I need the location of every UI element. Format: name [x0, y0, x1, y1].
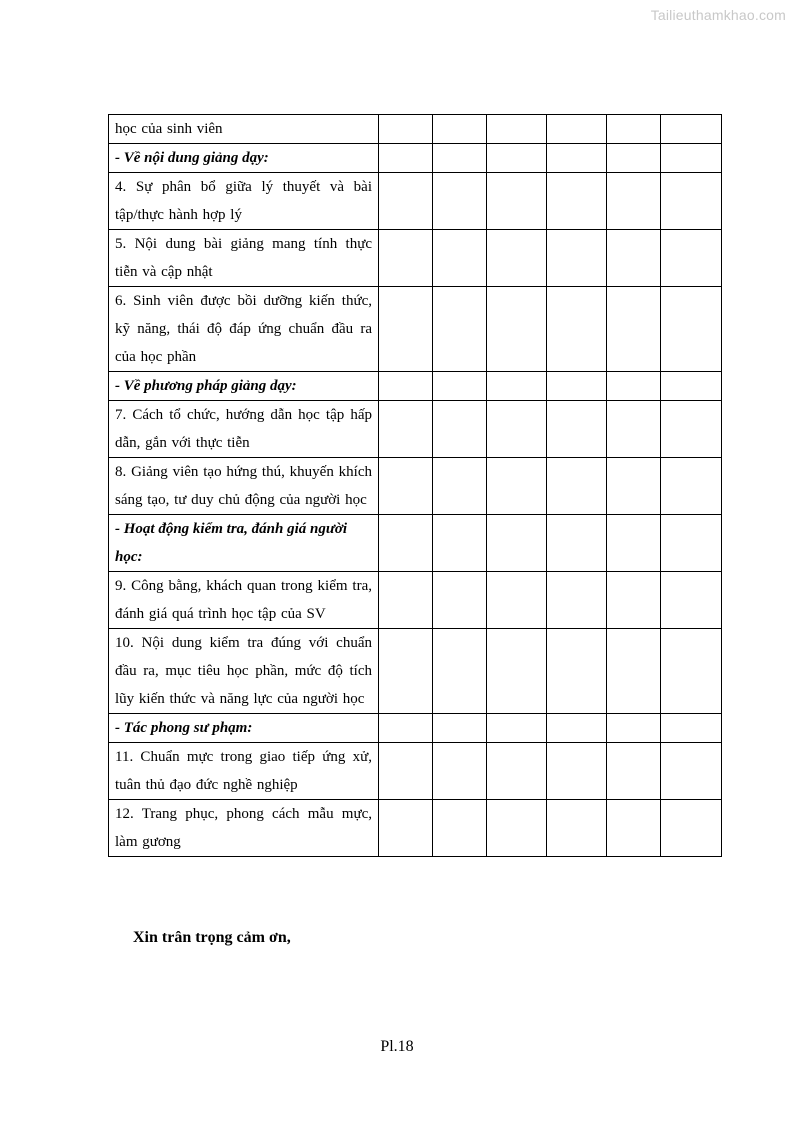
rating-cell	[487, 629, 547, 714]
criterion-text: học của sinh viên	[109, 115, 379, 144]
section-title: - Về phương pháp giảng dạy:	[109, 372, 379, 401]
section-title: - Tác phong sư phạm:	[109, 714, 379, 743]
page-number: Pl.18	[380, 1038, 414, 1055]
rating-cell	[661, 629, 722, 714]
rating-cell	[547, 287, 607, 372]
rating-cell	[433, 800, 487, 857]
rating-cell	[661, 287, 722, 372]
rating-cell	[433, 115, 487, 144]
criterion-text: 6. Sinh viên được bồi dưỡng kiến thức, kỹ năng, thái độ đáp ứng chuẩn đầu ra của học phần	[109, 287, 379, 372]
section-header-row	[109, 515, 722, 572]
criterion-text: 9. Công bằng, khách quan trong kiểm tra, đánh giá quá trình học tập của SV	[109, 572, 379, 629]
criterion-row	[109, 572, 722, 629]
section-title: - Hoạt động kiểm tra, đánh giá người học:	[109, 515, 379, 572]
criterion-text: 11. Chuẩn mực trong giao tiếp ứng xử, tuân thủ đạo đức nghề nghiệp	[109, 743, 379, 800]
rating-cell	[433, 714, 487, 743]
rating-cell	[547, 230, 607, 287]
rating-cell	[607, 714, 661, 743]
rating-cell	[487, 144, 547, 173]
rating-cell	[547, 372, 607, 401]
criterion-row	[109, 743, 722, 800]
section-header-row	[109, 372, 722, 401]
rating-cell	[547, 515, 607, 572]
rating-cell	[547, 629, 607, 714]
rating-cell	[379, 800, 433, 857]
rating-cell	[607, 144, 661, 173]
rating-cell	[661, 230, 722, 287]
rating-cell	[661, 572, 722, 629]
rating-cell	[433, 458, 487, 515]
rating-cell	[661, 173, 722, 230]
criterion-row	[109, 115, 722, 144]
criterion-row	[109, 458, 722, 515]
rating-cell	[433, 144, 487, 173]
watermark: Tailieuthamkhao.com	[650, 7, 786, 23]
rating-cell	[661, 714, 722, 743]
criterion-text: 7. Cách tổ chức, hướng dẫn học tập hấp dẫn, gắn với thực tiễn	[109, 401, 379, 458]
section-header-row	[109, 714, 722, 743]
rating-cell	[607, 115, 661, 144]
rating-cell	[661, 372, 722, 401]
rating-cell	[487, 800, 547, 857]
rating-cell	[661, 115, 722, 144]
rating-cell	[433, 230, 487, 287]
rating-cell	[607, 401, 661, 458]
survey-table	[108, 114, 722, 857]
rating-cell	[487, 115, 547, 144]
criterion-row	[109, 401, 722, 458]
rating-cell	[487, 372, 547, 401]
rating-cell	[547, 115, 607, 144]
rating-cell	[661, 800, 722, 857]
rating-cell	[661, 743, 722, 800]
rating-cell	[487, 230, 547, 287]
rating-cell	[433, 372, 487, 401]
rating-cell	[379, 401, 433, 458]
rating-cell	[547, 144, 607, 173]
rating-cell	[487, 714, 547, 743]
rating-cell	[379, 173, 433, 230]
rating-cell	[547, 401, 607, 458]
section-title: - Về nội dung giảng dạy:	[109, 144, 379, 173]
rating-cell	[607, 173, 661, 230]
closing-text: Xin trân trọng cảm ơn,	[133, 929, 291, 946]
rating-cell	[433, 173, 487, 230]
rating-cell	[433, 629, 487, 714]
criterion-row	[109, 287, 722, 372]
rating-cell	[661, 515, 722, 572]
rating-cell	[379, 115, 433, 144]
rating-cell	[547, 714, 607, 743]
rating-cell	[661, 458, 722, 515]
rating-cell	[379, 230, 433, 287]
rating-cell	[607, 230, 661, 287]
criterion-text: 12. Trang phục, phong cách mẫu mực, làm gương	[109, 800, 379, 857]
rating-cell	[607, 287, 661, 372]
rating-cell	[487, 743, 547, 800]
criterion-row	[109, 230, 722, 287]
criterion-row	[109, 629, 722, 714]
rating-cell	[433, 743, 487, 800]
rating-cell	[487, 458, 547, 515]
rating-cell	[379, 287, 433, 372]
rating-cell	[487, 287, 547, 372]
rating-cell	[607, 372, 661, 401]
criterion-text: 10. Nội dung kiểm tra đúng với chuẩn đầu ra, mục tiêu học phần, mức độ tích lũy kiến thức và năng lực của người học	[109, 629, 379, 714]
rating-cell	[433, 401, 487, 458]
rating-cell	[547, 173, 607, 230]
criterion-text: 5. Nội dung bài giảng mang tính thực tiễn và cập nhật	[109, 230, 379, 287]
rating-cell	[547, 800, 607, 857]
rating-cell	[607, 515, 661, 572]
rating-cell	[607, 800, 661, 857]
rating-cell	[379, 144, 433, 173]
rating-cell	[433, 572, 487, 629]
section-header-row	[109, 144, 722, 173]
rating-cell	[433, 287, 487, 372]
rating-cell	[433, 515, 487, 572]
rating-cell	[607, 629, 661, 714]
criterion-text: 4. Sự phân bổ giữa lý thuyết và bài tập/thực hành hợp lý	[109, 173, 379, 230]
rating-cell	[547, 743, 607, 800]
criterion-text: 8. Giảng viên tạo hứng thú, khuyến khích sáng tạo, tư duy chủ động của người học	[109, 458, 379, 515]
rating-cell	[661, 144, 722, 173]
rating-cell	[607, 572, 661, 629]
rating-cell	[487, 572, 547, 629]
rating-cell	[379, 714, 433, 743]
rating-cell	[487, 401, 547, 458]
rating-cell	[487, 173, 547, 230]
rating-cell	[379, 743, 433, 800]
criterion-row	[109, 800, 722, 857]
rating-cell	[487, 515, 547, 572]
rating-cell	[379, 515, 433, 572]
rating-cell	[547, 572, 607, 629]
rating-cell	[607, 743, 661, 800]
criterion-row	[109, 173, 722, 230]
rating-cell	[661, 401, 722, 458]
rating-cell	[607, 458, 661, 515]
rating-cell	[379, 629, 433, 714]
rating-cell	[379, 458, 433, 515]
rating-cell	[379, 372, 433, 401]
rating-cell	[547, 458, 607, 515]
rating-cell	[379, 572, 433, 629]
